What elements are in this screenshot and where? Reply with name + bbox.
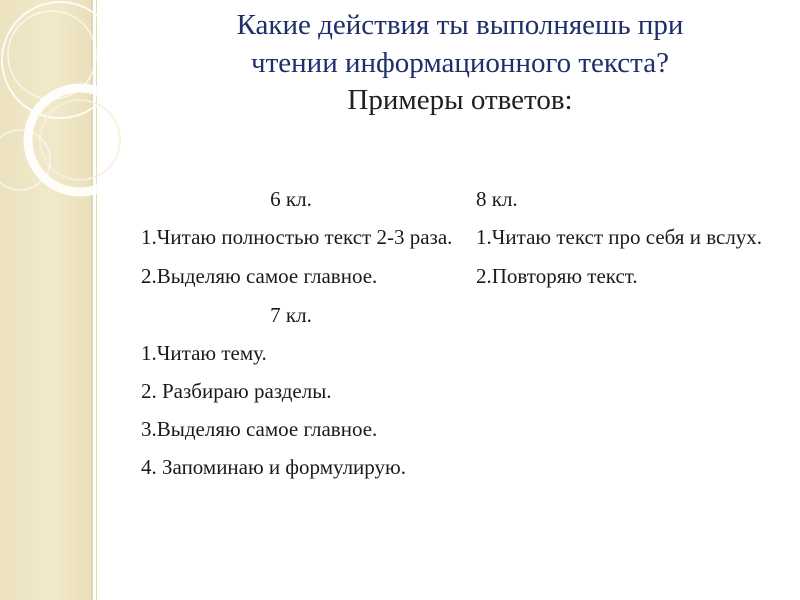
left-column (141, 186, 461, 492)
slide-subtitle: Примеры ответов: (347, 84, 573, 116)
grade-7-item-2: 2. Разбираю разделы. (141, 379, 332, 403)
slide-title-line-2: чтении информационного текста? (251, 47, 669, 79)
grade-6-item-1: 1.Читаю полностью текст 2-3 раза. (141, 225, 453, 249)
ornament-ring-inner (40, 100, 120, 180)
grade-6-item-2: 2.Выделяю самое главное. (141, 264, 378, 288)
grade-7-item-4: 4. Запоминаю и формулирую. (141, 455, 406, 479)
title-block (130, 6, 790, 118)
grade-7-item-3: 3.Выделяю самое главное. (141, 417, 378, 441)
slide-title-line-1: Какие действия ты выполняешь при (236, 9, 684, 41)
grade-7-item-1: 1.Читаю тему. (141, 341, 267, 365)
ornament-ring-thick (28, 88, 132, 192)
right-column (476, 186, 786, 302)
grade-6-heading: 6 кл. (270, 187, 312, 211)
grade-8-heading: 8 кл. (476, 187, 518, 211)
grade-8-item-1: 1.Читаю текст про себя и вслух. (476, 225, 763, 249)
grade-7-heading: 7 кл. (270, 303, 312, 327)
ornament-circle-large (2, 2, 118, 118)
grade-8-item-2: 2.Повторяю текст. (476, 264, 638, 288)
